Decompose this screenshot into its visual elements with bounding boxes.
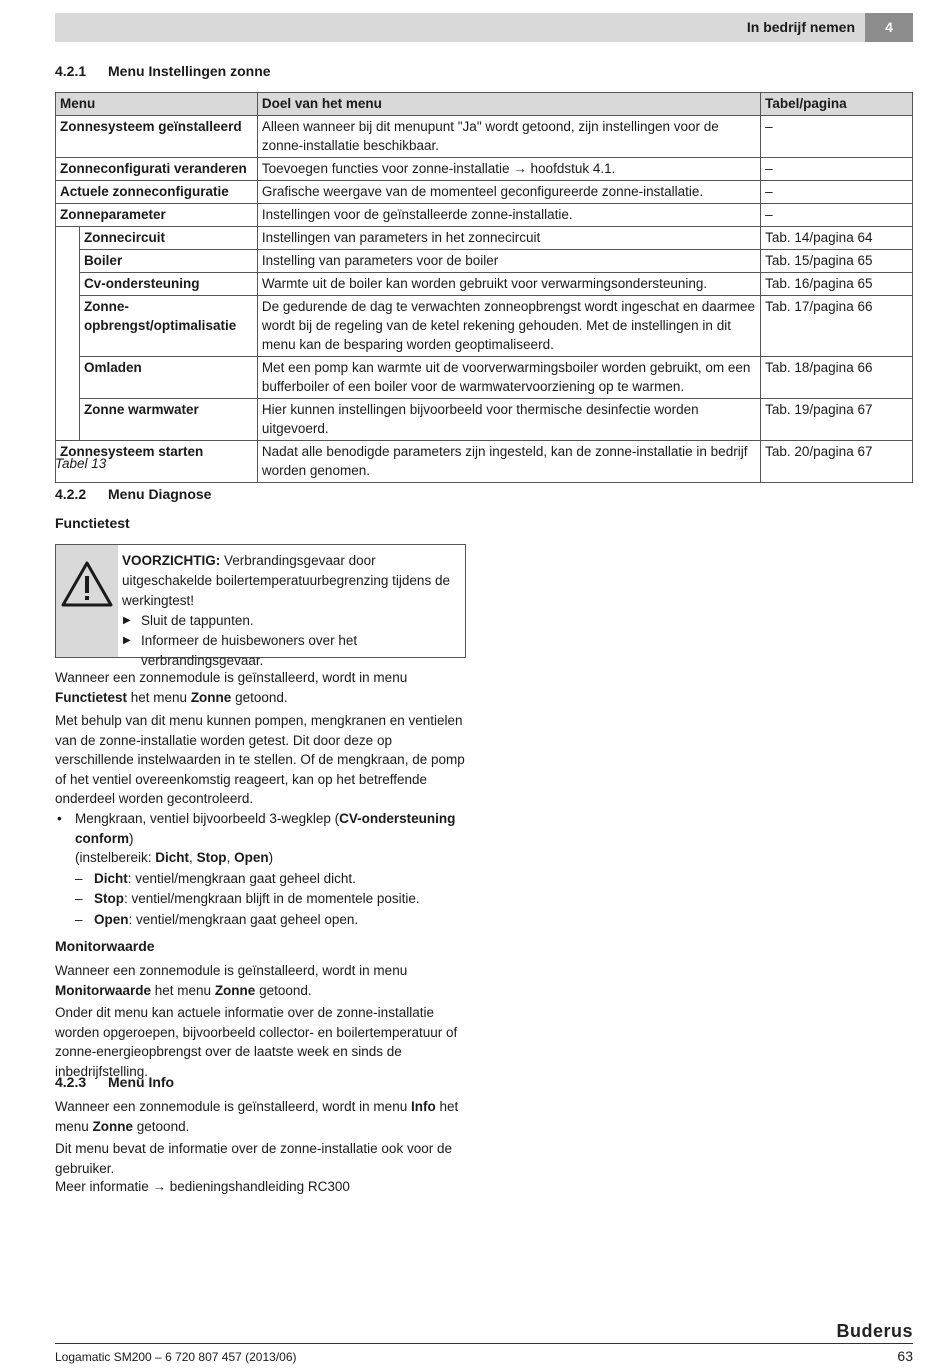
ref-cell: Tab. 20/pagina 67 (761, 441, 913, 483)
text: Mengkraan, ventiel bijvoorbeeld 3-wegklep ( (75, 811, 340, 826)
dash-bullet: – (75, 891, 83, 906)
bullet-list (55, 809, 465, 929)
text: Wanneer een zonnemodule is geïnstalleerd, wordt in menu (55, 1099, 411, 1114)
subheading-monitorwaarde: Monitorwaarde (55, 938, 155, 954)
table-header-row (56, 93, 913, 116)
purpose-cell: Grafische weergave van de momenteel geconfigureerde zonne-installatie. (257, 181, 760, 204)
menu-table (55, 92, 913, 483)
text: : ventiel/mengkraan gaat geheel dicht. (127, 870, 356, 886)
ref-cell: Tab. 15/pagina 65 (761, 250, 913, 273)
table-row (56, 181, 913, 204)
bold-text: Open (94, 911, 129, 927)
dash-bullet: – (75, 911, 83, 927)
menu-cell: Zonne warmwater (79, 399, 257, 441)
table-row (56, 441, 913, 483)
ref-cell: Tab. 17/pagina 66 (761, 296, 913, 357)
ref-cell: – (761, 158, 913, 181)
section-heading-423 (55, 1073, 174, 1092)
section-number: 4.2.2 (55, 486, 87, 502)
section-title: Menu Instellingen zonne (108, 63, 271, 79)
text: , (226, 850, 235, 865)
bold-text: Dicht (94, 870, 128, 886)
menu-cell: Actuele zonneconfiguratie (56, 181, 258, 204)
list-item (55, 910, 465, 930)
table-row (56, 296, 913, 357)
list-item (55, 889, 465, 909)
footer-doc-id: Logamatic SM200 – 6 720 807 457 (2013/06) (55, 1350, 297, 1364)
dash-bullet: – (75, 870, 83, 886)
footer-divider (55, 1343, 913, 1344)
table-row (56, 158, 913, 181)
section-heading-422 (55, 485, 211, 504)
purpose-cell: Instelling van parameters voor de boiler (257, 250, 760, 273)
purpose-cell: De gedurende de dag te verwachten zonneopbrengst wordt ingeschat en daarmee wordt bij de regeling van de ketel rekening gehouden. Met de instellingen in dit menu kan de besparing worden geoptimaliseerd. (257, 296, 760, 357)
paragraph: Met behulp van dit menu kunnen pompen, mengkranen en ventielen van de zonne-installatie worden getest. Dit door deze op verschillende instelwaarden in te stellen. Of de mengkraan, de pomp of het ventiel overeenkomstig reageert, kan op het betreffende onderdeel worden gecontroleerd. (55, 713, 465, 806)
purpose-cell: Met een pomp kan warmte uit de voorverwarmingsboiler worden gebruikt, om een bufferboiler of een boiler voor de warmwatervoorziening op te warmen. (257, 357, 760, 399)
arrow-bullet-icon: ▶ (123, 635, 131, 646)
section-number: 4.2.3 (55, 1074, 87, 1090)
list-item-text: Sluit de tappunten. (141, 613, 254, 628)
table-row (56, 250, 913, 273)
col-header-purpose: Doel van het menu (257, 93, 760, 116)
purpose-cell: Hier kunnen instellingen bijvoorbeeld voor thermische desinfectie worden uitgevoerd. (257, 399, 760, 441)
text: (instelbereik: (75, 850, 156, 865)
page-header (55, 13, 913, 42)
purpose-cell: Warmte uit de boiler kan worden gebruikt voor verwarmingsondersteuning. (257, 273, 760, 296)
col-header-menu: Menu (56, 93, 258, 116)
text: : ventiel/mengkraan gaat geheel open. (128, 911, 359, 927)
bold-text: Zonne (190, 689, 232, 705)
section-number: 4.2.1 (55, 63, 87, 79)
ref-cell: Tab. 14/pagina 64 (761, 227, 913, 250)
ref-cell: Tab. 19/pagina 67 (761, 399, 913, 441)
text: het menu (151, 982, 215, 998)
purpose-cell: Toevoegen functies voor zonne-installatie → hoofdstuk 4.1. (257, 158, 760, 181)
warning-text: Verbrandingsgevaar door uitgeschakelde boilertemperatuurbegrenzing tijdens de werkingtest! (122, 553, 450, 608)
paragraph: Dit menu bevat de informatie over de zonne-installatie ook voor de gebruiker. (55, 1141, 452, 1176)
warning-message (122, 551, 457, 611)
section-title: Menu Diagnose (108, 486, 212, 502)
col-header-ref: Tabel/pagina (761, 93, 913, 116)
text: Wanneer een zonnemodule is geïnstalleerd, wordt in menu (55, 963, 408, 978)
bullet-dot-icon: • (57, 811, 62, 826)
menu-cell: Zonnesysteem geïnstalleerd (56, 116, 258, 158)
menu-cell: Omladen (79, 357, 257, 399)
ref-cell: – (761, 181, 913, 204)
text: getoond. (255, 982, 312, 998)
text: getoond. (133, 1118, 190, 1134)
bold-text: Monitorwaarde (55, 982, 152, 998)
warning-sidebar (56, 545, 118, 657)
text: ) (129, 830, 134, 846)
bold-text: CV-ondersteuning conform (75, 811, 456, 846)
bold-text: Info (410, 1099, 436, 1114)
bold-text: Open (234, 850, 269, 865)
menu-cell: Zonneparameter (56, 204, 258, 227)
warning-triangle-icon (60, 559, 114, 609)
page-number: 63 (897, 1348, 913, 1364)
paragraph: Meer informatie → bedieningshandleiding RC300 (55, 1179, 350, 1194)
arrow-bullet-icon: ▶ (123, 615, 131, 626)
list-item-text: Informeer de huisbewoners over het verbrandingsgevaar. (141, 633, 358, 668)
text: ) (268, 850, 274, 865)
list-item (55, 869, 465, 889)
list-item (122, 611, 457, 631)
text: getoond. (231, 689, 288, 705)
text: : ventiel/mengkraan blijft in de momentele positie. (124, 891, 420, 906)
purpose-cell: Instellingen voor de geïnstalleerde zonne-installatie. (257, 204, 760, 227)
warning-content (122, 551, 457, 671)
section-title: Menu Info (108, 1074, 175, 1090)
menu-cell: Boiler (79, 250, 257, 273)
purpose-cell: Nadat alle benodigde parameters zijn ingesteld, kan de zonne-installatie in bedrijf worden genomen. (257, 441, 760, 483)
text: , (189, 850, 197, 865)
paragraph: Onder dit menu kan actuele informatie over de zonne-installatie worden opgeroepen, bijvoorbeeld collector- en boilertemperatuur of zonne-energieopbrengst over de laatste week en sinds de inbedrijfstelling. (55, 1005, 458, 1079)
paragraph (55, 1097, 465, 1136)
subheading-functietest: Functietest (55, 515, 130, 531)
list-item (55, 809, 465, 868)
table-caption: Tabel 13 (55, 456, 107, 471)
table-row (56, 227, 913, 250)
purpose-cell: Alleen wanneer bij dit menupunt "Ja" wordt getoond, zijn instellingen voor de zonne-installatie beschikbaar. (257, 116, 760, 158)
bold-text: Stop (94, 891, 124, 906)
warning-label: VOORZICHTIG: (122, 553, 221, 568)
ref-cell: Tab. 16/pagina 65 (761, 273, 913, 296)
warning-box (55, 544, 466, 668)
purpose-cell: Instellingen van parameters in het zonnecircuit (257, 227, 760, 250)
ref-cell: Tab. 18/pagina 66 (761, 357, 913, 399)
indent-cell (56, 227, 80, 441)
ref-cell: – (761, 116, 913, 158)
table-row (56, 273, 913, 296)
table-row (56, 399, 913, 441)
brand-logo: Buderus (836, 1321, 913, 1341)
header-title: In bedrijf nemen (746, 19, 855, 35)
list-item (122, 631, 457, 671)
bold-text: Zonne (214, 982, 256, 998)
bold-text: Zonne (92, 1118, 134, 1134)
menu-cell: Zonnecircuit (79, 227, 257, 250)
text: het menu (127, 689, 191, 705)
ref-cell: – (761, 204, 913, 227)
menu-cell: Zonneconfigurati veranderen (56, 158, 258, 181)
menu-cell: Zonne-opbrengst/optimalisatie (79, 296, 257, 357)
table-row (56, 204, 913, 227)
bold-text: Stop (196, 850, 227, 865)
paragraph (55, 961, 465, 1000)
chapter-number: 4 (865, 13, 913, 42)
section-heading-421 (55, 62, 271, 81)
menu-cell: Zonnesysteem starten (56, 441, 258, 483)
text: het menu (55, 1099, 459, 1134)
menu-cell: Cv-ondersteuning (79, 273, 257, 296)
table-row (56, 357, 913, 399)
bold-text: Dicht (155, 850, 190, 865)
paragraph (55, 668, 465, 707)
text: Wanneer een zonnemodule is geïnstalleerd, wordt in menu (55, 670, 408, 685)
bold-text: Functietest (55, 689, 128, 705)
table-row (56, 116, 913, 158)
